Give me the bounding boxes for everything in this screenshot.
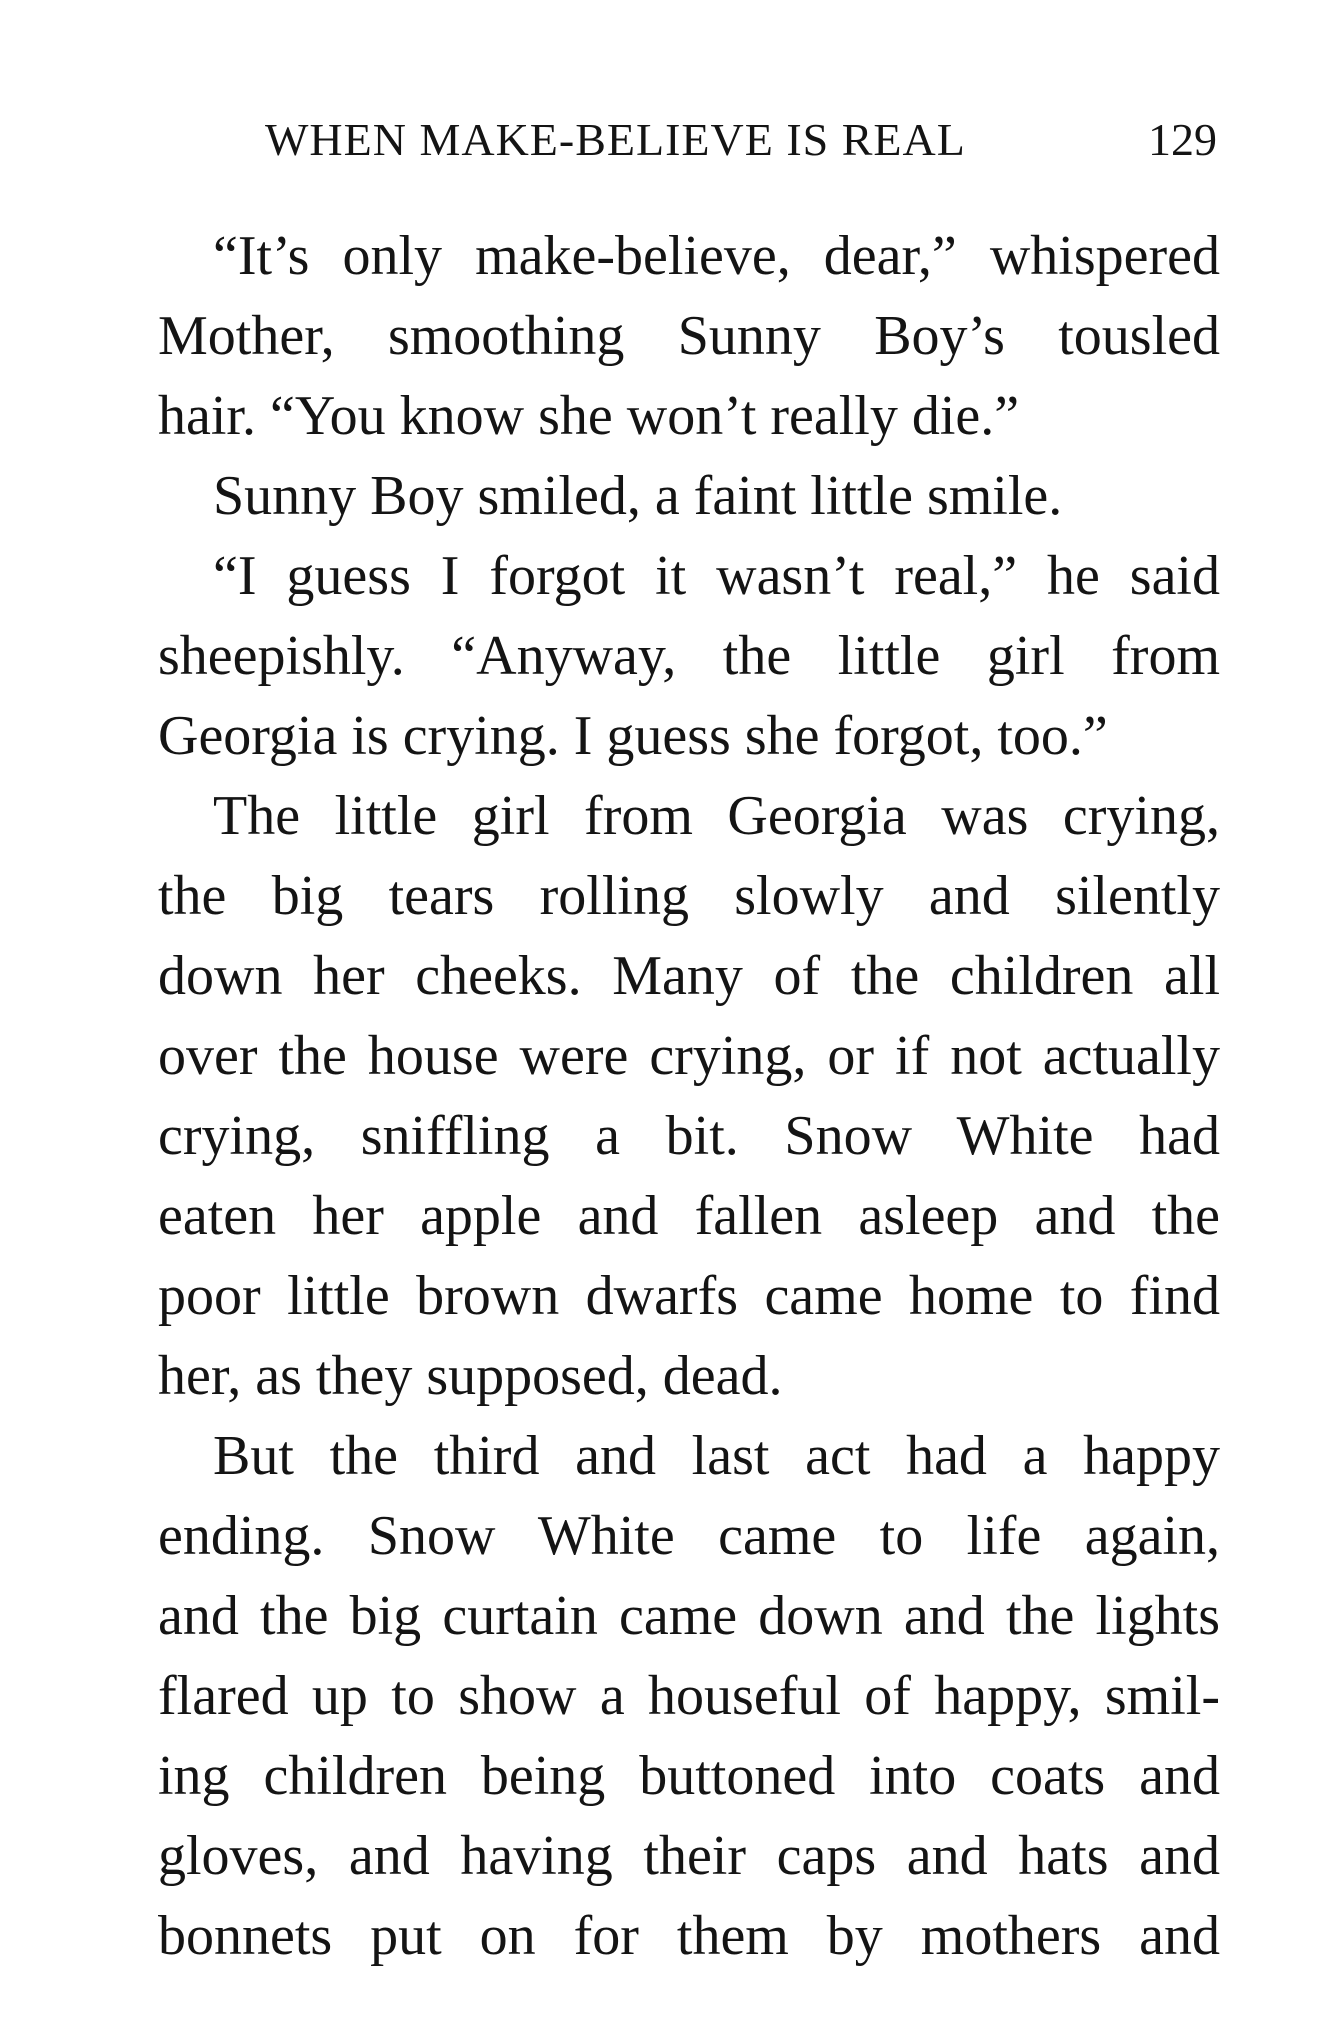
page-number: 129 bbox=[1148, 114, 1217, 165]
running-head bbox=[265, 110, 1265, 170]
text-line: Sunny Boy smiled, a faint little smile. bbox=[213, 465, 1063, 527]
text-line: and the big curtain came down and the lights bbox=[158, 1585, 1220, 1647]
text-line: the big tears rolling slowly and silently bbox=[158, 865, 1220, 927]
text-line: But the third and last act had a happy bbox=[213, 1425, 1220, 1487]
text-line: sheepishly. “Anyway, the little girl from bbox=[158, 625, 1220, 687]
text-line: ending. Snow White came to life again, bbox=[158, 1505, 1220, 1567]
text-line: down her cheeks. Many of the children all bbox=[158, 945, 1220, 1007]
running-title: WHEN MAKE-BELIEVE IS REAL bbox=[265, 114, 966, 165]
text-line: ing children being buttoned into coats and bbox=[158, 1745, 1220, 1807]
text-line: “It’s only make-believe, dear,” whispered bbox=[213, 225, 1220, 287]
text-line: poor little brown dwarfs came home to find bbox=[158, 1265, 1220, 1327]
text-line: The little girl from Georgia was crying, bbox=[213, 785, 1220, 847]
text-line: Mother, smoothing Sunny Boy’s tousled bbox=[158, 305, 1220, 367]
text-line: bonnets put on for them by mothers and bbox=[158, 1905, 1220, 1967]
text-line: her, as they supposed, dead. bbox=[158, 1345, 783, 1407]
text-line: flared up to show a houseful of happy, smil- bbox=[158, 1665, 1220, 1727]
text-line: “I guess I forgot it wasn’t real,” he said bbox=[213, 545, 1220, 607]
text-line: Georgia is crying. I guess she forgot, too.” bbox=[158, 705, 1108, 767]
text-line: gloves, and having their caps and hats and bbox=[158, 1825, 1220, 1887]
text-line: crying, sniffling a bit. Snow White had bbox=[158, 1105, 1220, 1167]
text-line: over the house were crying, or if not actually bbox=[158, 1025, 1220, 1087]
text-line: eaten her apple and fallen asleep and the bbox=[158, 1185, 1220, 1247]
text-line: hair. “You know she won’t really die.” bbox=[158, 385, 1020, 447]
body-text bbox=[158, 216, 1220, 1976]
